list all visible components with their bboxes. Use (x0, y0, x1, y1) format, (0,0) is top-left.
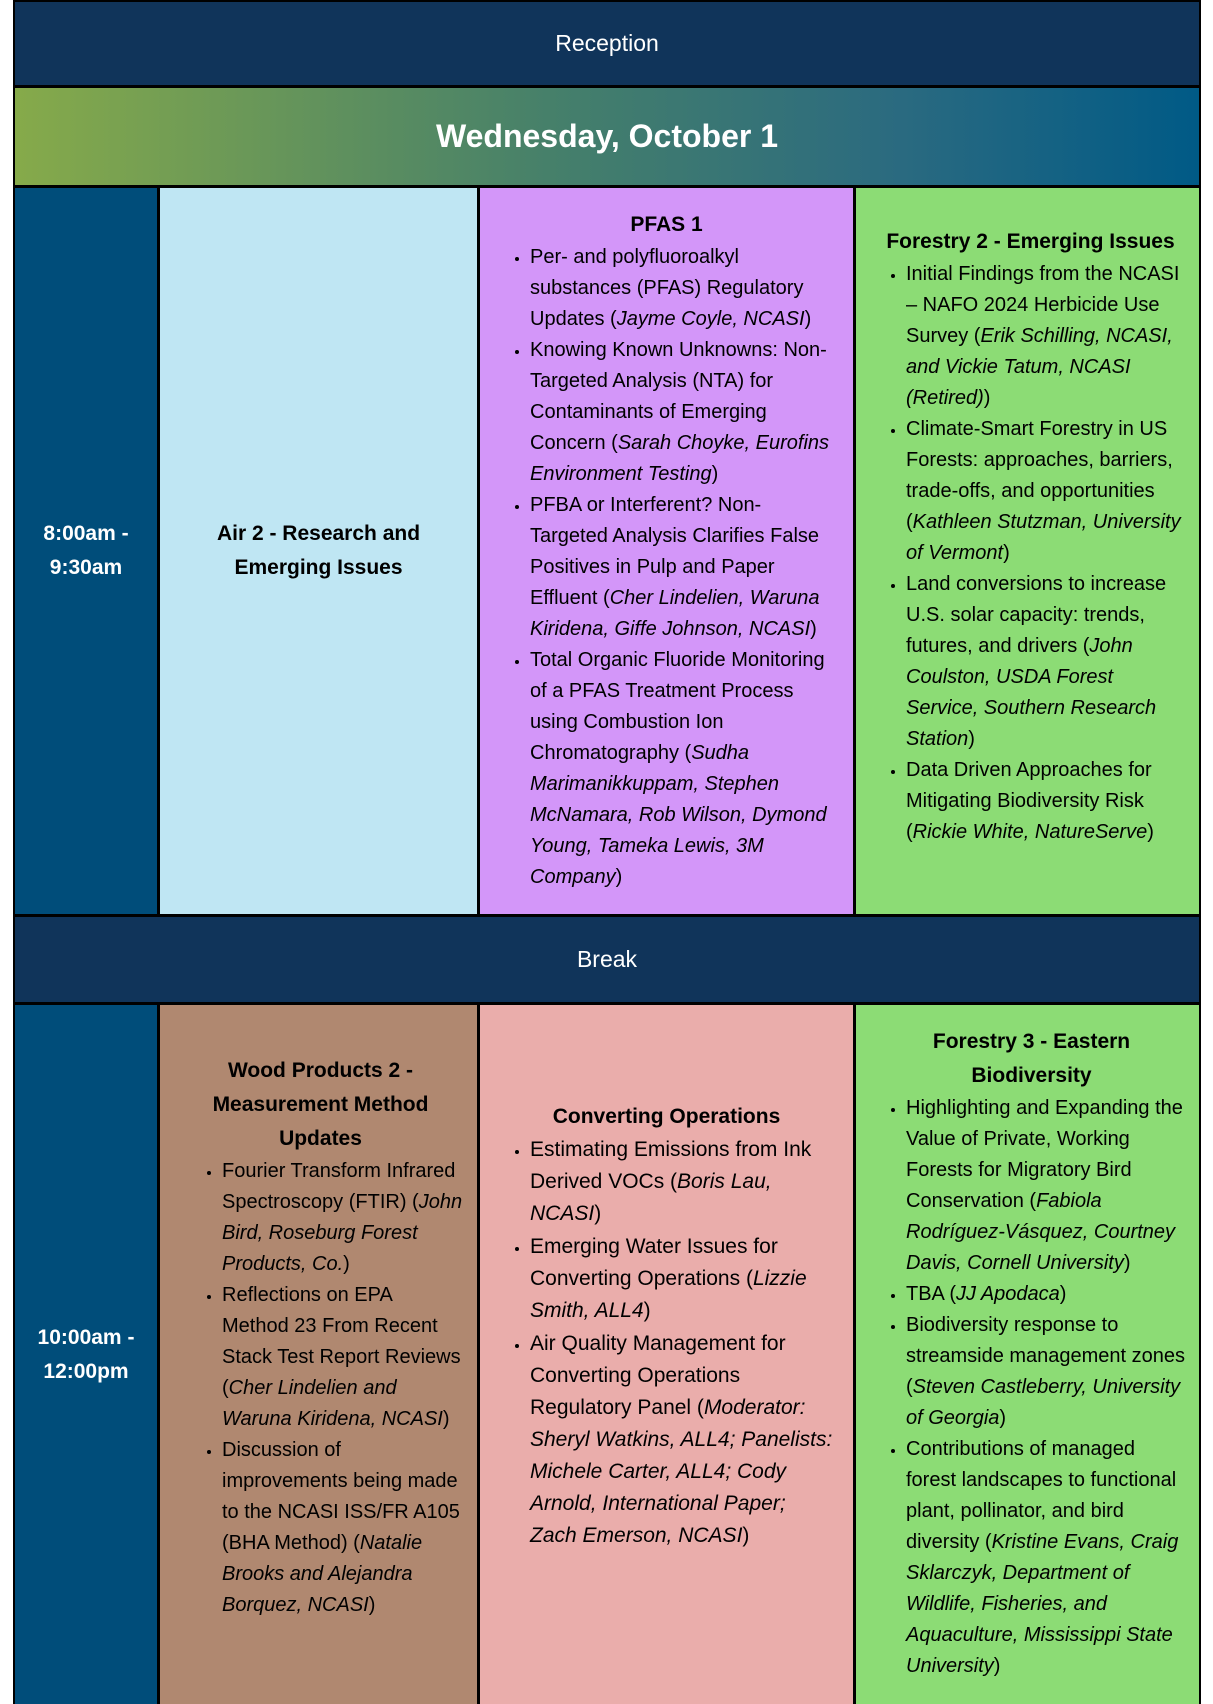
session-title-forestry-2: Forestry 2 - Emerging Issues (886, 230, 1175, 253)
talk-item (906, 259, 1187, 414)
talk-speakers: Natalie Brooks and Alejandra Borquez, NCASI (222, 1532, 423, 1616)
talk-title: PFBA or Interferent? Non-Targeted Analysis Clarifies False Positives in Pulp and Paper Effluent ( (530, 494, 820, 609)
talk-item (906, 1434, 1189, 1682)
day-title: Wednesday, October 1 (435, 118, 779, 154)
talk-title: Initial Findings from the NCASI – NAFO 2024 Herbicide Use Survey ( (906, 263, 1180, 347)
talk-close-paren: ) (368, 1594, 376, 1616)
talk-speakers: Cher Lindelien, Waruna Kiridena, Giffe Johnson, NCASI (530, 587, 820, 640)
talk-close-paren: ) (594, 1202, 602, 1225)
talk-speakers: Lizzie Smith, ALL4 (530, 1267, 807, 1322)
talk-title: TBA ( (906, 1283, 957, 1305)
talk-close-paren: ) (804, 308, 812, 330)
talk-speakers: JJ Apodaca (956, 1283, 1060, 1305)
talk-title: Contributions of managed forest landscapes to functional plant, pollinator, and bird diversity ( (906, 1438, 1177, 1553)
talk-title: Data Driven Approaches for Mitigating Biodiversity Risk ( (906, 759, 1152, 843)
talk-close-paren: ) (1147, 821, 1154, 843)
talk-item (530, 335, 835, 490)
talk-speakers: Sudha Marimanikkuppam, Stephen McNamara, Rob Wilson, Dymond Young, Tameka Lewis, 3M Company (530, 742, 827, 888)
talk-item (906, 569, 1187, 755)
talk-title: Fourier Transform Infrared Spectroscopy (FTIR) ( (222, 1160, 456, 1213)
time-label-1: 8:00am - 9:30am (43, 522, 129, 579)
session-converting-operations (480, 1005, 853, 1704)
talk-title: Reflections on EPA Method 23 From Recent Stack Test Report Reviews ( (222, 1284, 461, 1399)
schedule-table (13, 0, 1201, 1704)
talk-speakers: Kathleen Stutzman, University of Vermont (906, 511, 1181, 564)
talk-title: Knowing Known Unknowns: Non-Targeted Analysis (NTA) for Contaminants of Emerging Concern ( (530, 339, 827, 454)
session-wood-products-2 (160, 1005, 477, 1704)
session-pfas-1 (480, 188, 853, 914)
talk-item (222, 1435, 463, 1621)
session-title-wood-products-2: Wood Products 2 - Measurement Method Updates (212, 1059, 429, 1150)
talk-item (906, 1093, 1189, 1279)
talk-title: Estimating Emissions from Ink Derived VOCs ( (530, 1138, 812, 1193)
talk-item (906, 1279, 1189, 1310)
talk-title: Per- and polyfluoroalkyl substances (PFAS) Regulatory Updates ( (530, 246, 804, 330)
talk-speakers: Rickie White, NatureServe (912, 821, 1148, 843)
talk-close-paren: ) (999, 1407, 1007, 1429)
talk-close-paren: ) (1123, 1252, 1131, 1274)
session-forestry-2 (856, 188, 1199, 914)
talk-title: Discussion of improvements being made to the NCASI ISS/FR A105 (BHA Method) ( (222, 1439, 460, 1554)
talk-title: Highlighting and Expanding the Value of Private, Working Forests for Migratory Bird Conservation ( (906, 1097, 1183, 1212)
talk-item (530, 1328, 835, 1552)
session-title-forestry-3: Forestry 3 - Eastern Biodiversity (932, 1030, 1131, 1087)
talk-speakers: Cher Lindelien and Waruna Kiridena, NCASI (222, 1377, 443, 1430)
time-label-2: 10:00am - 12:00pm (37, 1325, 135, 1383)
talk-item (530, 242, 835, 335)
talk-title: Emerging Water Issues for Converting Operations ( (530, 1235, 778, 1290)
talk-speakers: Kristine Evans, Craig Sklarczyk, Department of Wildlife, Fisheries, and Aquaculture, Mississippi State University (906, 1531, 1179, 1677)
talk-close-paren: ) (1059, 1283, 1067, 1305)
talk-title: Land conversions to increase U.S. solar capacity: trends, futures, and drivers ( (906, 573, 1167, 657)
day-header (15, 88, 1199, 185)
talk-close-paren: ) (711, 463, 719, 485)
talk-close-paren: ) (742, 1524, 750, 1547)
talk-close-paren: ) (615, 866, 623, 888)
reception-label: Reception (555, 30, 659, 56)
talk-speakers: Moderator: Sheryl Watkins, ALL4; Panelists: Michele Carter, ALL4; Cody Arnold, International Paper; Zach Emerson, NCASI (530, 1396, 833, 1547)
talk-item (906, 755, 1187, 848)
talk-speakers: Jayme Coyle, NCASI (616, 308, 805, 330)
talk-title: Biodiversity response to streamside management zones ( (906, 1314, 1186, 1398)
talk-list (498, 1134, 835, 1552)
talk-title: Air Quality Management for Converting Operations Regulatory Panel ( (530, 1332, 786, 1419)
talk-item (222, 1156, 463, 1280)
talk-list (498, 242, 835, 893)
talk-close-paren: ) (1003, 542, 1010, 564)
talk-close-paren: ) (968, 728, 975, 750)
session-title-pfas-1: PFAS 1 (630, 213, 703, 236)
talk-item (530, 1231, 835, 1327)
talk-close-paren: ) (983, 387, 991, 409)
talk-title: Total Organic Fluoride Monitoring of a PFAS Treatment Process using Combustion Ion Chromatography ( (530, 649, 825, 764)
reception-row (15, 2, 1199, 85)
talk-speakers: Erik Schilling, NCASI, and Vickie Tatum, NCASI (Retired) (906, 325, 1173, 409)
session-forestry-3 (856, 1005, 1199, 1704)
talk-item (906, 1310, 1189, 1434)
talk-close-paren: ) (993, 1655, 1001, 1677)
talk-speakers: John Coulston, USDA Forest Service, Southern Research Station (906, 635, 1157, 750)
talk-item (906, 414, 1187, 569)
break-label: Break (576, 946, 638, 972)
talk-speakers: John Bird, Roseburg Forest Products, Co. (222, 1191, 463, 1275)
talk-item (530, 490, 835, 645)
talk-item (530, 1134, 835, 1230)
talk-item (222, 1280, 463, 1435)
session-title-converting-operations: Converting Operations (552, 1105, 781, 1128)
talk-title: Climate-Smart Forestry in US Forests: approaches, barriers, trade-offs, and opportunities ( (906, 418, 1173, 533)
talk-close-paren: ) (442, 1408, 450, 1430)
talk-item (530, 645, 835, 893)
time-slot-2 (15, 1005, 157, 1704)
talk-close-paren: ) (343, 1253, 350, 1275)
talk-list (874, 259, 1187, 848)
time-slot-1 (15, 188, 157, 914)
talk-speakers: Sarah Choyke, Eurofins Environment Testing (530, 432, 830, 485)
session-air-2 (160, 188, 477, 914)
talk-speakers: Steven Castleberry, University of Georgia (906, 1376, 1181, 1429)
talk-close-paren: ) (643, 1299, 651, 1322)
session-title-air-2: Air 2 - Research and Emerging Issues (216, 522, 421, 579)
break-row (15, 917, 1199, 1002)
talk-speakers: Fabiola Rodríguez-Vásquez, Courtney Davis, Cornell University (906, 1190, 1176, 1274)
talk-speakers: Boris Lau, NCASI (530, 1170, 772, 1225)
talk-list (190, 1156, 463, 1621)
talk-list (874, 1093, 1189, 1682)
talk-close-paren: ) (810, 618, 817, 640)
